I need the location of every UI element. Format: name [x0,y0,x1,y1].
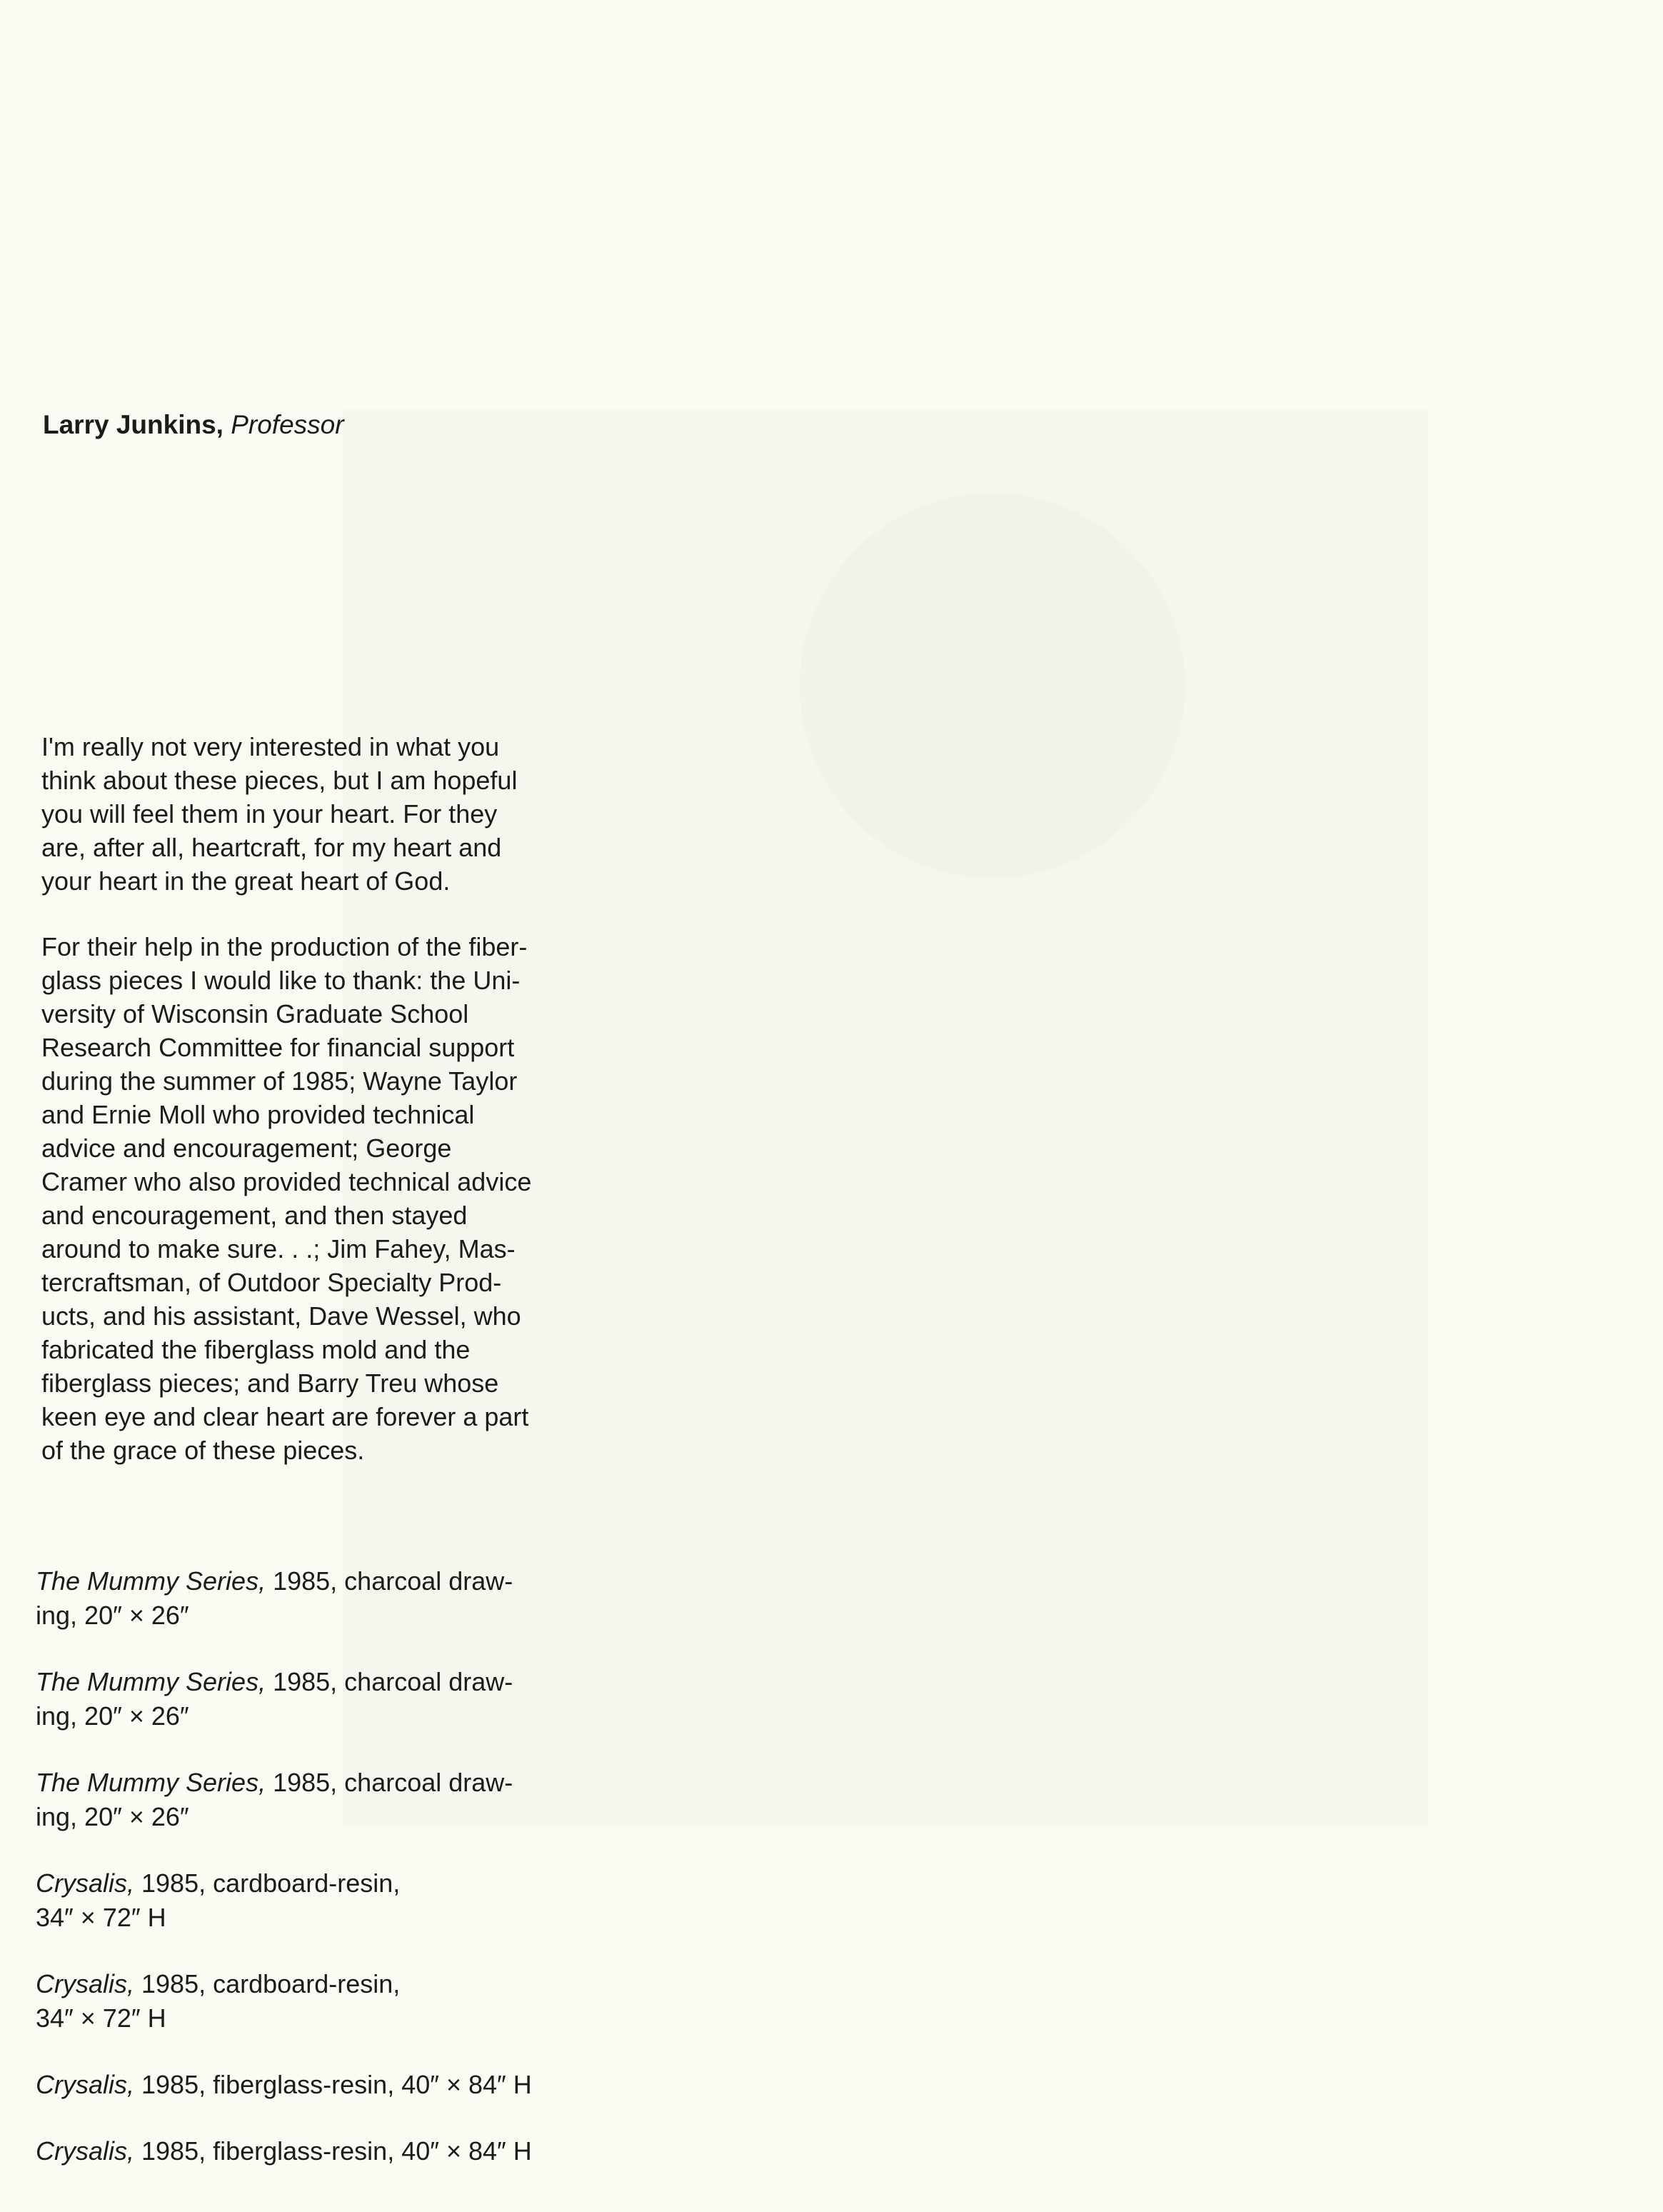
author-name: Larry Junkins, [43,410,223,439]
statement-paragraph-2 [41,930,584,1467]
statement-line: versity of Wisconsin Graduate School [41,999,469,1029]
faint-background-circle [800,493,1185,879]
artist-statement [41,730,584,1499]
work-entry [36,1866,578,1935]
statement-line: and Ernie Moll who provided technical [41,1100,475,1129]
work-entry [36,1564,578,1633]
work-details: 1985, fiberglass-resin, 40″ × 84″ H [134,2136,532,2166]
statement-line: are, after all, heartcraft, for my heart and [41,833,502,862]
works-list [36,1564,578,2201]
author-title: Professor [231,410,344,439]
statement-line: you will feel them in your heart. For they [41,799,498,829]
work-title: The Mummy Series, [36,1566,266,1596]
statement-line: Research Committee for financial support [41,1033,515,1062]
work-line-2: ing, 20″ × 26″ [36,1802,189,1831]
work-entry [36,2134,578,2168]
work-title: The Mummy Series, [36,1768,266,1797]
work-line-1 [36,1967,578,2001]
statement-paragraph-1 [41,730,584,898]
statement-line: think about these pieces, but I am hopeful [41,766,518,795]
work-line-1 [36,2068,578,2102]
work-line-1 [36,1665,578,1699]
statement-line: and encouragement, and then stayed [41,1201,468,1230]
statement-line: during the summer of 1985; Wayne Taylor [41,1066,518,1096]
work-line-2: 34″ × 72″ H [36,1903,166,1932]
work-title: Crysalis, [36,1969,135,1998]
work-line-1 [36,2134,578,2168]
statement-line: ucts, and his assistant, Dave Wessel, who [41,1301,521,1331]
statement-line: tercraftsman, of Outdoor Specialty Prod- [41,1268,502,1297]
work-details: 1985, cardboard-resin, [134,1868,401,1898]
work-title: The Mummy Series, [36,1667,266,1696]
work-details: 1985, fiberglass-resin, 40″ × 84″ H [134,2070,532,2099]
statement-line: keen eye and clear heart are forever a part [41,1402,529,1431]
statement-line: For their help in the production of the fiber- [41,932,528,961]
work-line-2: ing, 20″ × 26″ [36,1701,189,1731]
work-details: 1985, charcoal draw- [266,1768,513,1797]
statement-line: fabricated the fiberglass mold and the [41,1335,471,1364]
statement-line: around to make sure. . .; Jim Fahey, Mas- [41,1234,516,1263]
statement-line: your heart in the great heart of God. [41,866,451,896]
work-line-2: ing, 20″ × 26″ [36,1601,189,1630]
work-details: 1985, charcoal draw- [266,1667,513,1696]
work-entry [36,1967,578,2036]
statement-line: fiberglass pieces; and Barry Treu whose [41,1368,499,1398]
work-details: 1985, charcoal draw- [266,1566,513,1596]
work-line-1 [36,1766,578,1800]
work-entry [36,1665,578,1733]
statement-line: glass pieces I would like to thank: the Uni- [41,966,521,995]
statement-line: of the grace of these pieces. [41,1436,365,1465]
statement-line: advice and encouragement; George [41,1133,452,1163]
work-title: Crysalis, [36,1868,135,1898]
work-title: Crysalis, [36,2136,135,2166]
work-line-1 [36,1866,578,1901]
statement-line: Cramer who also provided technical advice [41,1167,532,1196]
work-entry [36,2068,578,2102]
work-line-2: 34″ × 72″ H [36,2003,166,2033]
statement-line: I'm really not very interested in what you [41,732,500,761]
work-title: Crysalis, [36,2070,135,2099]
work-line-1 [36,1564,578,1598]
work-entry [36,1766,578,1834]
author-heading [43,407,344,443]
work-details: 1985, cardboard-resin, [134,1969,401,1998]
